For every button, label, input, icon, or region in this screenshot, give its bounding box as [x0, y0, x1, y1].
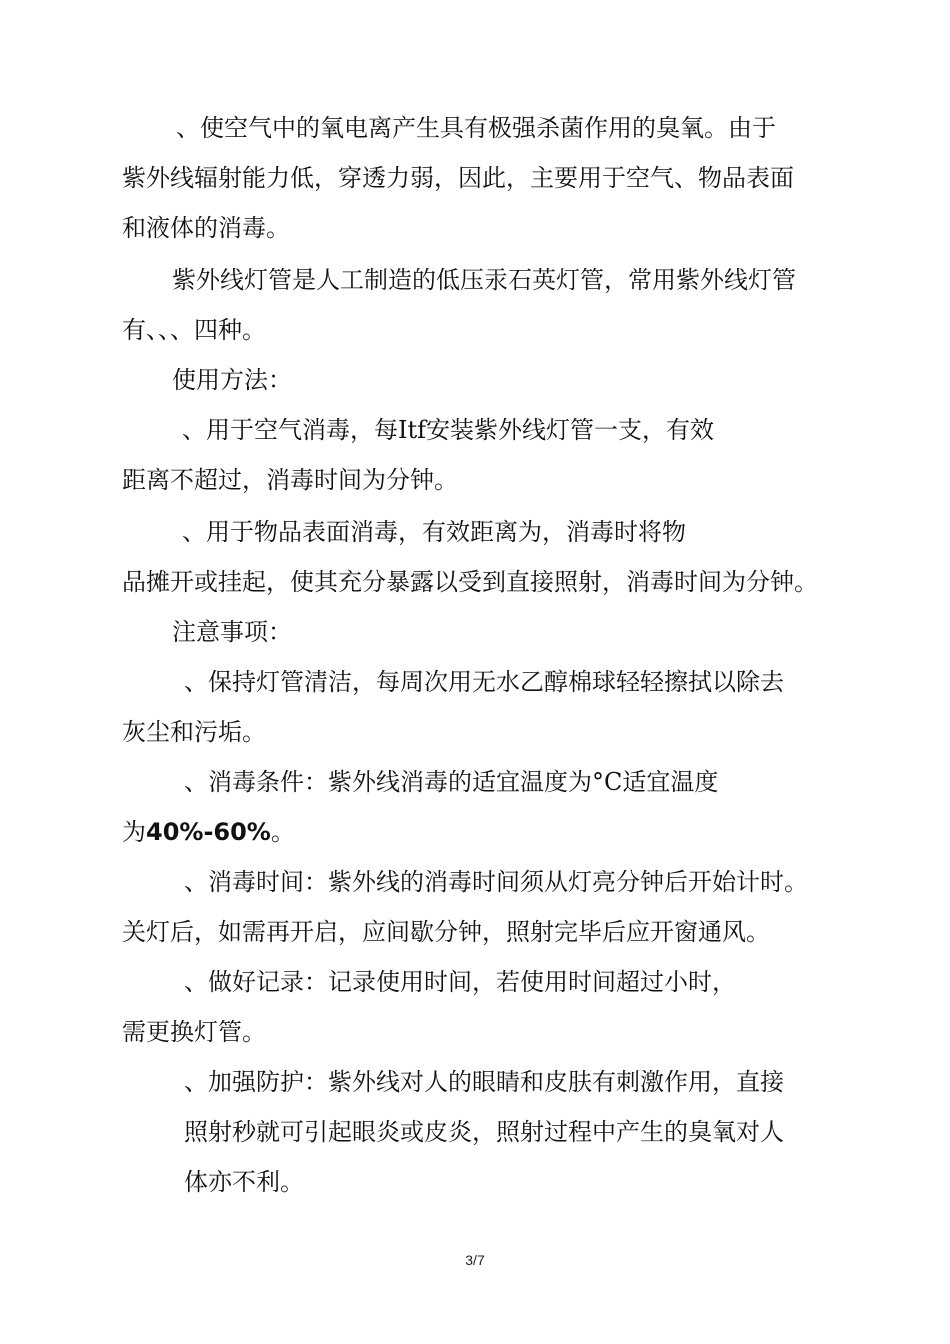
body-text-line: 体亦不利。 — [184, 1168, 304, 1196]
body-text-line: 距离不超过，消毒时间为分钟。 — [122, 466, 458, 494]
body-text-line: 关灯后，如需再开启，应间歇分钟，照射完毕后应开窗通风。 — [122, 918, 770, 946]
body-text-line: 紫外线灯管是人工制造的低压汞石英灯管，常用紫外线灯管 — [172, 266, 796, 294]
body-text-line: 、消毒时间：紫外线的消毒时间须从灯亮分钟后开始计时。 — [184, 868, 808, 896]
body-text-line: 、加强防护：紫外线对人的眼睛和皮肤有刺激作用，直接 — [184, 1068, 784, 1096]
body-text-line — [122, 816, 295, 848]
body-text-line: 紫外线辐射能力低，穿透力弱，因此，主要用于空气、物品表面 — [122, 164, 794, 192]
body-text-line: 、用于物品表面消毒，有效距离为，消毒时将物 — [182, 518, 686, 546]
section-heading: 注意事项： — [172, 618, 292, 646]
body-text-line: 照射秒就可引起眼炎或皮炎，照射过程中产生的臭氧对人 — [184, 1118, 784, 1146]
body-text-line: 品摊开或挂起，使其充分暴露以受到直接照射，消毒时间为分钟。 — [122, 568, 818, 596]
body-text-line: 灰尘和污垢。 — [122, 718, 266, 746]
body-text-line: 、保持灯管清洁，每周次用无水乙醇棉球轻轻擦拭以除去 — [184, 668, 784, 696]
humidity-range: 40%-60% — [146, 818, 271, 846]
body-text-fragment: 。 — [270, 818, 295, 846]
body-text-line: 和液体的消毒。 — [122, 214, 290, 242]
body-text-fragment: 为 — [122, 818, 146, 846]
section-heading: 使用方法： — [172, 366, 292, 394]
body-text-line: 有、、、四种。 — [122, 316, 266, 344]
body-text-line: 、用于空气消毒，每Itf安装紫外线灯管一支，有效 — [182, 416, 715, 444]
body-text-line: 、做好记录：记录使用时间，若使用时间超过小时， — [184, 968, 736, 996]
body-text-line: 需更换灯管。 — [122, 1018, 266, 1046]
body-text-line: 、使空气中的氧电离产生具有极强杀菌作用的臭氧。由于 — [176, 114, 776, 142]
body-text-line: 、消毒条件：紫外线消毒的适宜温度为°C适宜温度 — [184, 768, 719, 796]
page-number: 3/7 — [465, 1252, 485, 1268]
